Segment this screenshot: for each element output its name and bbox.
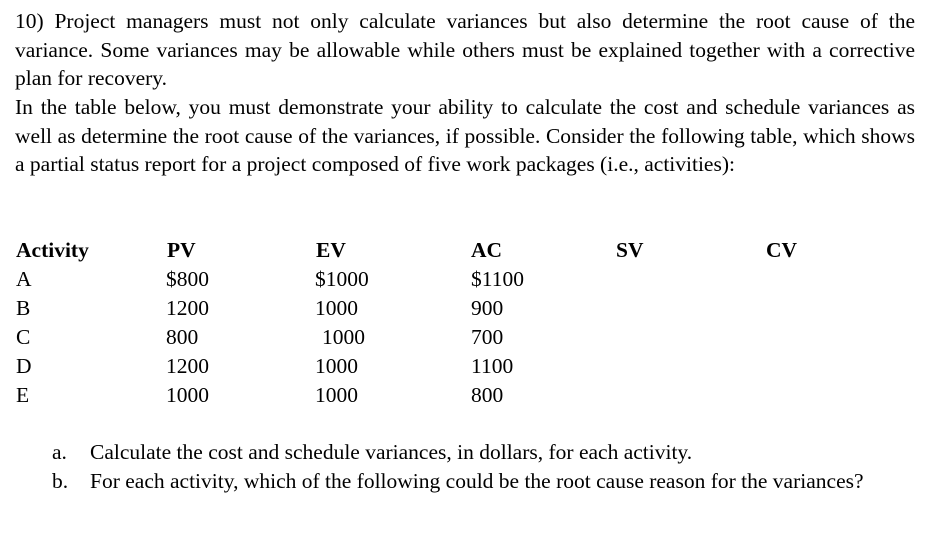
row-a-activity: A <box>16 267 32 291</box>
subquestion-b <box>52 467 914 496</box>
header-activity: Activity <box>16 238 89 262</box>
row-a-ev: $1000 <box>315 267 369 291</box>
row-c-ev: 1000 <box>322 325 365 349</box>
row-a-ac: $1100 <box>471 267 524 291</box>
subquestion-a-text: Calculate the cost and schedule variances, in dollars, for each activity. <box>90 440 693 464</box>
row-e-ac: 800 <box>471 383 504 407</box>
question-paragraph-instructions: In the table below, you must demonstrate your ability to calculate the cost and schedule variances as well as determine the root cause of the variances, if possible. Consider the following table, which shows a partial status report for a project composed of five work packages (i.e., activities): <box>15 95 915 177</box>
row-d-ev: 1000 <box>315 354 358 378</box>
subquestion-a <box>52 438 914 467</box>
row-c-activity: C <box>16 325 31 349</box>
row-e-pv: 1000 <box>166 383 209 407</box>
header-cv: CV <box>766 238 798 262</box>
subquestion-a-marker: a. <box>52 440 67 464</box>
row-c-ac: 700 <box>471 325 504 349</box>
header-ac: AC <box>471 238 503 262</box>
header-pv: PV <box>167 238 196 262</box>
row-b-ac: 900 <box>471 296 504 320</box>
header-ev: EV <box>316 238 346 262</box>
row-b-activity: B <box>16 296 31 320</box>
subquestion-b-text: For each activity, which of the following could be the root cause reason for the variances? <box>90 469 864 493</box>
row-c-pv: 800 <box>166 325 199 349</box>
row-b-pv: 1200 <box>166 296 209 320</box>
row-a-pv: $800 <box>166 267 209 291</box>
header-sv: SV <box>616 238 644 262</box>
question-paragraph-intro: 10) Project managers must not only calculate variances but also determine the root cause of the variance. Some variances may be allowable while others must be explained together with a corrective plan for recovery. <box>15 9 915 91</box>
row-e-activity: E <box>16 383 30 407</box>
row-e-ev: 1000 <box>315 383 358 407</box>
row-d-activity: D <box>16 354 32 378</box>
row-b-ev: 1000 <box>315 296 358 320</box>
row-d-ac: 1100 <box>471 354 514 378</box>
row-d-pv: 1200 <box>166 354 209 378</box>
subquestion-list <box>52 438 914 496</box>
subquestion-b-marker: b. <box>52 469 69 493</box>
